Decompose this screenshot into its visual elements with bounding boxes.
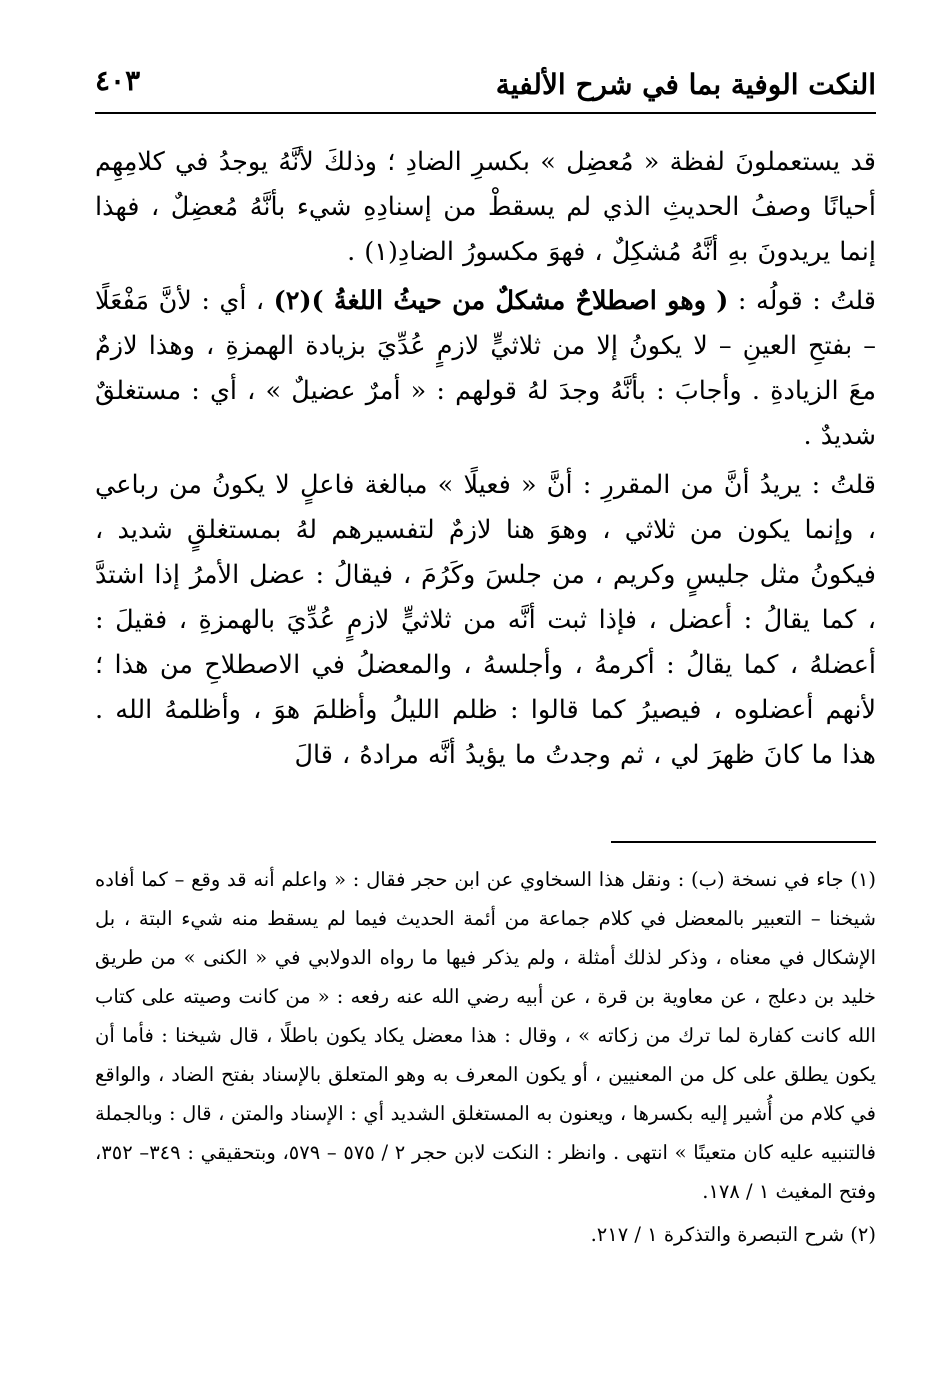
paragraph-2-rest: ، أي : لأنَّ مَفْعَلًا – بفتحِ العينِ – لا يكونُ إلا من ثلاثيٍّ لازمٍ عُدِّيَ بزيادة الهمزةِ ، وهذا لازمٌ معَ الزيادةِ . وأجابَ : بأنَّهُ وجدَ لهُ قولهم : « أمرٌ عضيلٌ » ، أي : مستغلقٌ شديدٌ . — [95, 286, 876, 451]
paragraph-1: قد يستعملونَ لفظة « مُعضِل » بكسرِ الضادِ ؛ وذلكَ لأنَّهُ يوجدُ في كلامِهِم أحيانًا وصفُ الحديثِ الذي لم يسقطْ من إسنادِهِ شيء بأنَّهُ مُعضِلٌ ، فهذا إنما يريدونَ بهِ أنَّهُ مُشكِلٌ ، فهوَ مكسورُ الضادِ(١) . — [95, 147, 876, 267]
footnotes — [95, 860, 876, 1254]
page-number: ٤٠٣ — [95, 64, 141, 97]
quoted-phrase: ( وهو اصطلاحٌ مشكلٌ من حيثُ اللغةُ )(٢) — [273, 286, 729, 316]
paragraph-2 — [95, 279, 876, 459]
paragraph-3: قلتُ : يريدُ أنَّ من المقررِ : أنَّ « فعيلًا » مبالغة فاعلٍ لا يكونُ من رباعي ، وإنما يكون من ثلاثي ، وهوَ هنا لازمٌ لتفسيرهم لهُ بمستغلقٍ شديد ، فيكونُ مثل جليسٍ وكريم ، من جلسَ وكَرُمَ ، فيقالُ : عضل الأمرُ إذا اشتدَّ ، كما يقالُ : أعضل ، فإذا ثبت أنَّه من ثلاثيٍّ لازمٍ عُدِّيَ بالهمزةِ ، فقيلَ : أعضلهُ ، كما يقالُ : أكرمهُ ، وأجلسهُ ، والمعضلُ في الاصطلاحِ من هذا ؛ لأنهم أعضلوه ، فيصيرُ كما قالوا : ظلم الليلُ وأظلمَ هوَ ، وأظلمهُ الله . هذا ما كانَ ظهرَ لي ، ثم وجدتُ ما يؤيدُ أنَّه مرادهُ ، قالَ — [95, 470, 876, 770]
header-title: النكت الوفية بما في شرح الألفية — [495, 68, 876, 101]
footnote-separator — [611, 841, 876, 843]
paragraph-2-lead: قلتُ : قولُه : — [728, 286, 876, 316]
footnote-1: (١) جاء في نسخة (ب) : ونقل هذا السخاوي عن ابن حجر فقال : « واعلم أنه قد وقع – كما أفاده شيخنا – التعبير بالمعضل في كلام جماعة من أئمة الحديث فيما لم يسقط منه شيء البتة ، بل الإشكال في معناه ، وذكر لذلك أمثلة ، ولم يذكر فيها ما رواه الدولابي في « الكنى » من طريق خليد بن دعلج ، عن معاوية بن قرة ، عن أبيه رضي الله عنه رفعه : « من كانت وصيته على كتاب الله كانت كفارة لما ترك من زكاته » ، وقال : هذا معضل يكاد يكون باطلًا ، قال شيخنا : فأما أن يكون يطلق على كل من المعنيين ، أو يكون المعرف به وهو المتعلق بالإسناد بفتح الضاد ، والواقع في كلام من أُشير إليه بكسرها ، ويعنون به المستغلق الشديد أي : الإسناد والمتن ، قال : وبالجملة فالتنبيه عليه كان متعينًا » انتهى . وانظر : النكت لابن حجر ٢ / ٥٧٥ – ٥٧٩، وبتحقيقي : ٣٤٩– ٣٥٢، وفتح المغيث ١ / ١٧٨. — [95, 868, 877, 1203]
footnote-2: (٢) شرح التبصرة والتذكرة ١ / ٢١٧. — [590, 1223, 876, 1246]
running-header — [95, 62, 876, 114]
main-text — [95, 140, 876, 778]
